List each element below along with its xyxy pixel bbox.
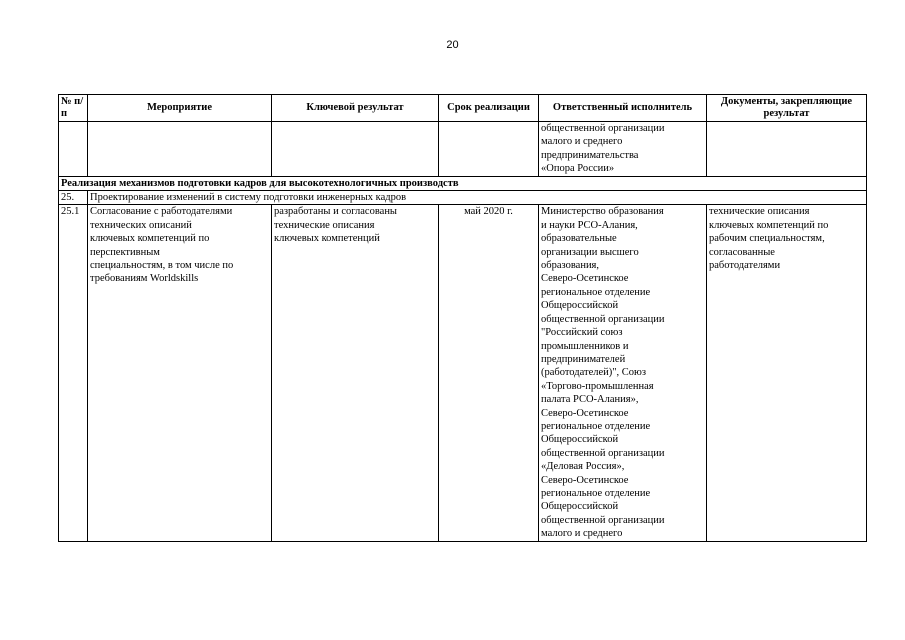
subsection-no: 25.: [59, 191, 88, 205]
row-executor: Министерство образования и науки РСО-Алания, образовательные организации высшего образования, Северо-Осетинское региональное отделение Общероссийской общественной организации "Российский союз промышленников и предпринимателей (работодателей)", Союз «Торгово-промышленная палата РСО-Алания», Северо-Осетинское региональное отделение Общероссийской общественной организации «Деловая Россия», Северо-Осетинское региональное отделение Общероссийской общественной организации малого и среднего: [539, 205, 707, 541]
header-event: Мероприятие: [88, 95, 272, 122]
row-docs: технические описания ключевых компетенций по рабочим специальностям, согласованные работодателями: [707, 205, 867, 541]
header-executor: Ответственный исполнитель: [539, 95, 707, 122]
page-number: 20: [446, 39, 459, 51]
continued-executor: общественной организации малого и среднего предпринимательства «Опора России»: [539, 122, 707, 177]
row-event: Согласование с работодателями технических описаний ключевых компетенций по перспективным специальностям, в том числе по требованиям Worldskills: [88, 205, 272, 541]
continued-row: [59, 122, 867, 177]
header-no: № п/п: [59, 95, 88, 122]
row-result: разработаны и согласованы технические описания ключевых компетенций: [272, 205, 439, 541]
row-term: май 2020 г.: [439, 205, 539, 541]
subsection-row: [59, 191, 867, 205]
section-title: Реализация механизмов подготовки кадров для высокотехнологичных производств: [59, 176, 867, 190]
header-result: Ключевой результат: [272, 95, 439, 122]
events-table: [58, 94, 867, 542]
header-term: Срок реализации: [439, 95, 539, 122]
table-row: [59, 205, 867, 541]
header-row: [59, 95, 867, 122]
row-no: 25.1: [59, 205, 88, 541]
subsection-title: Проектирование изменений в систему подготовки инженерных кадров: [88, 191, 867, 205]
header-docs: Документы, закрепляющие результат: [707, 95, 867, 122]
section-row: [59, 176, 867, 190]
